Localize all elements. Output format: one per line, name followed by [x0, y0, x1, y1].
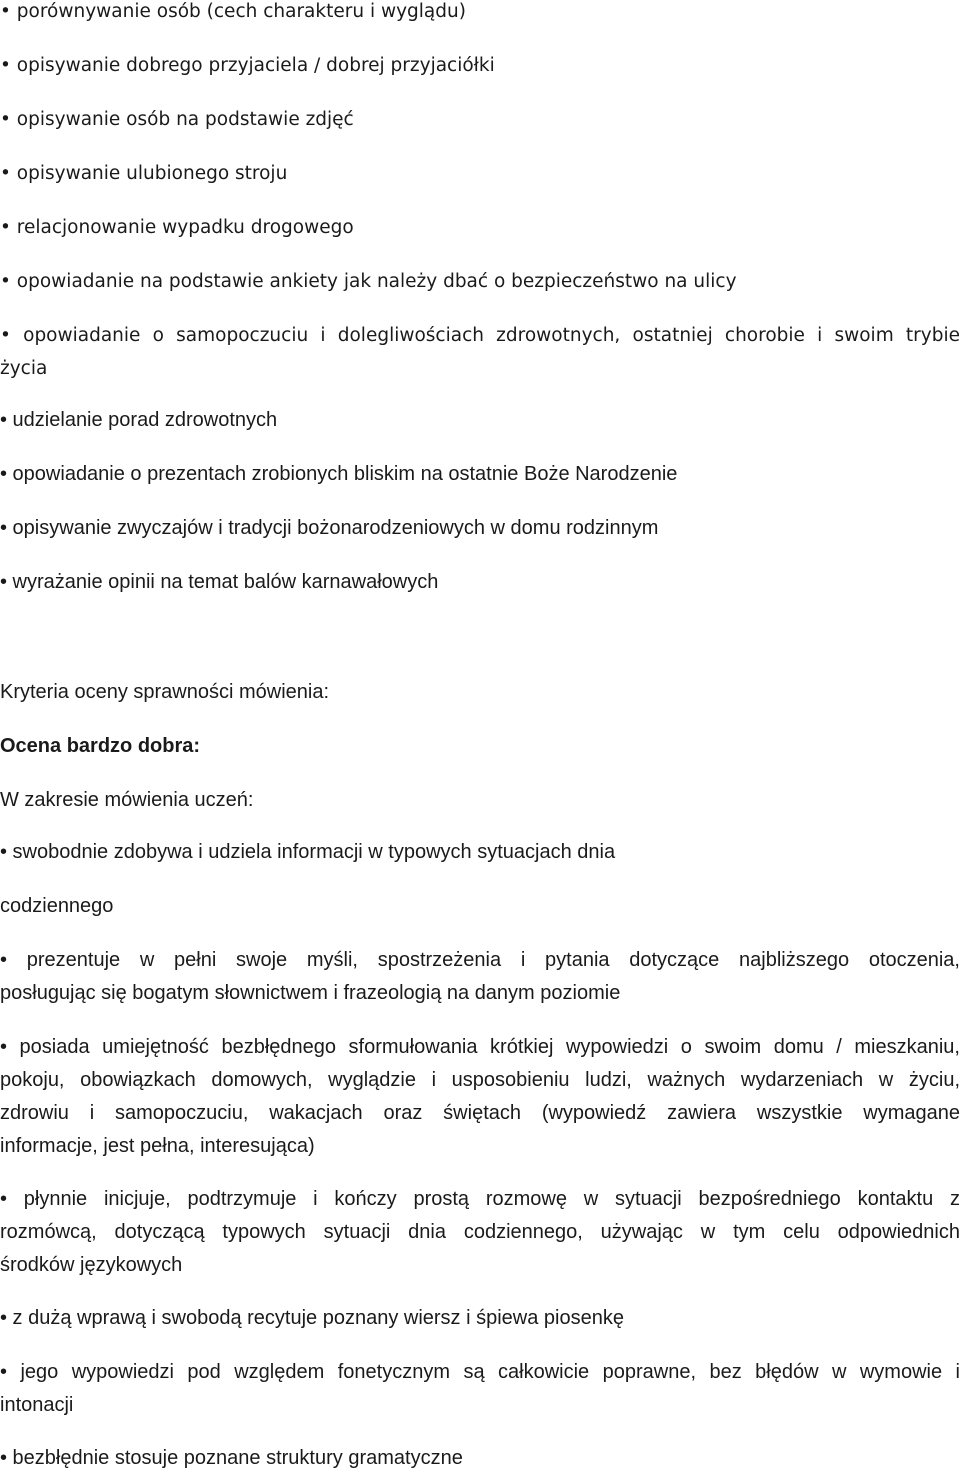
list-item-continuation: codziennego — [0, 895, 114, 917]
intro-text: W zakresie mówienia uczeń: — [0, 789, 254, 811]
list-item-continuation: pokoju, obowiązkach domowych, wyglądzie i usposobieniu ludzi, ważnych wydarzeniach w życiu, — [0, 1069, 960, 1091]
list-item: • swobodnie zdobywa i udziela informacji w typowych sytuacjach dnia — [0, 841, 616, 863]
list-item: • posiada umiejętność bezbłędnego sformułowania krótkiej wypowiedzi o swoim domu / mieszkaniu, — [0, 1036, 960, 1058]
list-item-continuation: informacje, jest pełna, interesująca) — [0, 1135, 315, 1157]
list-item: • opisywanie zwyczajów i tradycji bożonarodzeniowych w domu rodzinnym — [0, 517, 659, 539]
list-item: • bezbłędnie stosuje poznane struktury gramatyczne — [0, 1447, 463, 1469]
list-item: • wyrażanie opinii na temat balów karnawałowych — [0, 571, 439, 593]
list-item-continuation: intonacji — [0, 1394, 74, 1416]
list-item-continuation: środków językowych — [0, 1254, 183, 1276]
list-item: • opowiadanie o samopoczuciu i dolegliwościach zdrowotnych, ostatniej chorobie i swoim trybie — [0, 325, 960, 346]
list-item-continuation: zdrowiu i samopoczuciu, wakacjach oraz świętach (wypowiedź zawiera wszystkie wymagane — [0, 1102, 960, 1124]
list-item: • z dużą wprawą i swobodą recytuje poznany wiersz i śpiewa piosenkę — [0, 1307, 624, 1329]
list-item: • porównywanie osób (cech charakteru i wyglądu) — [0, 1, 466, 22]
list-item: • opowiadanie o prezentach zrobionych bliskim na ostatnie Boże Narodzenie — [0, 463, 678, 485]
list-item: • opisywanie ulubionego stroju — [0, 163, 288, 184]
list-item-continuation: posługując się bogatym słownictwem i frazeologią na danym poziomie — [0, 982, 621, 1004]
list-item-continuation: rozmówcą, dotyczącą typowych sytuacji dnia codziennego, używając w tym celu odpowiednich — [0, 1221, 960, 1243]
list-item-continuation: życia — [0, 358, 48, 379]
list-item: • prezentuje w pełni swoje myśli, spostrzeżenia i pytania dotyczące najbliższego otoczenia, — [0, 949, 960, 971]
list-item: • płynnie inicjuje, podtrzymuje i kończy prostą rozmowę w sytuacji bezpośredniego kontaktu z — [0, 1188, 960, 1210]
list-item: • opisywanie osób na podstawie zdjęć — [0, 109, 354, 130]
grade-heading: Ocena bardzo dobra: — [0, 735, 201, 757]
list-item: • opisywanie dobrego przyjaciela / dobrej przyjaciółki — [0, 55, 495, 76]
list-item: • relacjonowanie wypadku drogowego — [0, 217, 354, 238]
list-item: • jego wypowiedzi pod względem fonetycznym są całkowicie poprawne, bez błędów w wymowie i — [0, 1361, 960, 1383]
list-item: • udzielanie porad zdrowotnych — [0, 409, 278, 431]
section-heading: Kryteria oceny sprawności mówienia: — [0, 681, 330, 703]
list-item: • opowiadanie na podstawie ankiety jak należy dbać o bezpieczeństwo na ulicy — [0, 271, 737, 292]
